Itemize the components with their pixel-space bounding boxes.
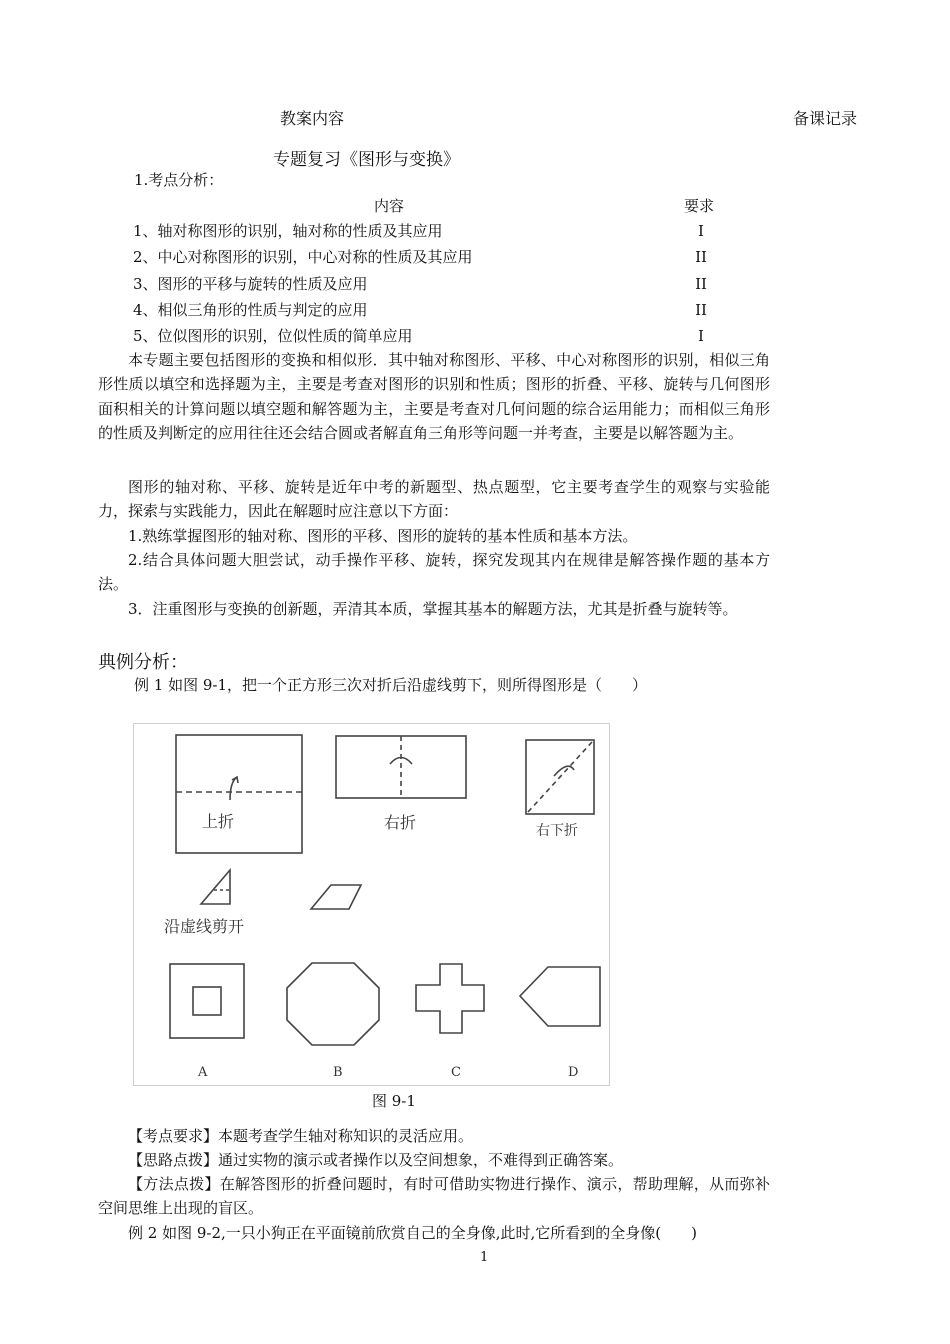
section-heading-analysis: 1.考点分析： [134, 171, 224, 189]
solution-idea-note: 【思路点拨】通过实物的演示或者操作以及空间想象，不难得到正确答案。 [128, 1151, 624, 1169]
method-point-3: 3．注重图形与变换的创新题，弄清其本质，掌握其基本的解题方法，尤其是折叠与旋转等。 [128, 600, 738, 618]
option-d-pentagon [520, 967, 600, 1026]
table-row-requirement: I [698, 222, 704, 240]
page-title: 专题复习《图形与变换》 [273, 150, 460, 170]
table-header-content: 内容 [374, 197, 405, 215]
fold-up-arrow [230, 777, 237, 800]
example-2-question: 例 2 如图 9-2,一只小狗正在平面镜前欣赏自己的全身像,此时,它所看到的全身像( ) [128, 1224, 698, 1242]
figure-9-1 [133, 723, 610, 1086]
exam-requirement-note: 【考点要求】本题考查学生轴对称知识的灵活应用。 [128, 1127, 474, 1145]
header-right-label: 备课记录 [793, 109, 858, 128]
cut-parallelogram [311, 885, 361, 909]
option-b-octagon [287, 963, 379, 1045]
cut-label: 沿虚线剪开 [164, 917, 245, 936]
intro-paragraph: 本专题主要包括图形的变换和相似形．其中轴对称图形、平移、中心对称图形的识别，相似三角形性质以填空和选择题为主，主要是考查对图形的识别和性质；图形的折叠、平移、旋转与几何图形面积相关的计算问题以填空题和解答题为主，主要是考查对几何问题的综合运用能力；而相似三角形的性质及判断定的应用往往还会结合圆或者解直角三角形等问题一并考查，主要是以解答题为主。 [98, 351, 770, 442]
page-number: 1 [480, 1250, 489, 1265]
figure-caption: 图 9-1 [372, 1092, 416, 1110]
method-point-1: 1.熟练掌握图形的轴对称、图形的平移、图形的旋转的基本性质和基本方法。 [128, 527, 638, 545]
table-row-content: 2、中心对称图形的识别，中心对称的性质及其应用 [133, 248, 473, 266]
option-a-inner-square [193, 987, 221, 1015]
focus-paragraph: 图形的轴对称、平移、旋转是近年中考的新题型、热点题型，它主要考查学生的观察与实验能力，探索与实践能力，因此在解题时应注意以下方面： [98, 478, 770, 521]
figure-9-1-drawing [134, 724, 609, 1085]
table-header-requirement: 要求 [684, 197, 715, 215]
method-point-2: 2.结合具体问题大胆尝试，动手操作平移、旋转，探究发现其内在规律是解答操作题的基本方法。 [98, 551, 770, 594]
table-row-content: 3、图形的平移与旋转的性质及应用 [133, 275, 368, 293]
fold-down-right-label: 右下折 [536, 823, 578, 839]
fold-up-label: 上折 [202, 812, 235, 831]
section-heading-examples: 典例分析： [98, 652, 188, 673]
table-row-requirement: II [695, 301, 707, 319]
cut-triangle [201, 870, 230, 904]
table-row-content: 1、轴对称图形的识别，轴对称的性质及其应用 [133, 222, 443, 240]
option-d-label: D [568, 1065, 579, 1080]
fold-right-label: 右折 [384, 813, 417, 832]
option-a-shape [170, 964, 244, 1038]
option-b-label: B [333, 1065, 343, 1080]
table-row-content: 4、相似三角形的性质与判定的应用 [133, 301, 368, 319]
method-tip-note: 【方法点拨】在解答图形的折叠问题时，有时可借助实物进行操作、演示，帮助理解，从而弥补空间思维上出现的盲区。 [98, 1175, 770, 1218]
table-row-requirement: I [698, 327, 704, 345]
fold-down-right-arrow [554, 766, 574, 776]
table-row-content: 5、位似图形的识别，位似性质的简单应用 [133, 327, 413, 345]
table-row-requirement: II [695, 248, 707, 266]
example-1-question: 例 1 如图 9-1，把一个正方形三次对折后沿虚线剪下，则所得图形是（ ） [134, 676, 648, 694]
option-c-cross [416, 964, 484, 1033]
table-row-requirement: II [695, 275, 707, 293]
option-a-label: A [198, 1065, 208, 1080]
fold-down-right-dashed-line [528, 742, 592, 812]
header-left-label: 教案内容 [280, 109, 345, 128]
option-c-label: C [451, 1065, 461, 1080]
fold-up-square [176, 735, 302, 853]
